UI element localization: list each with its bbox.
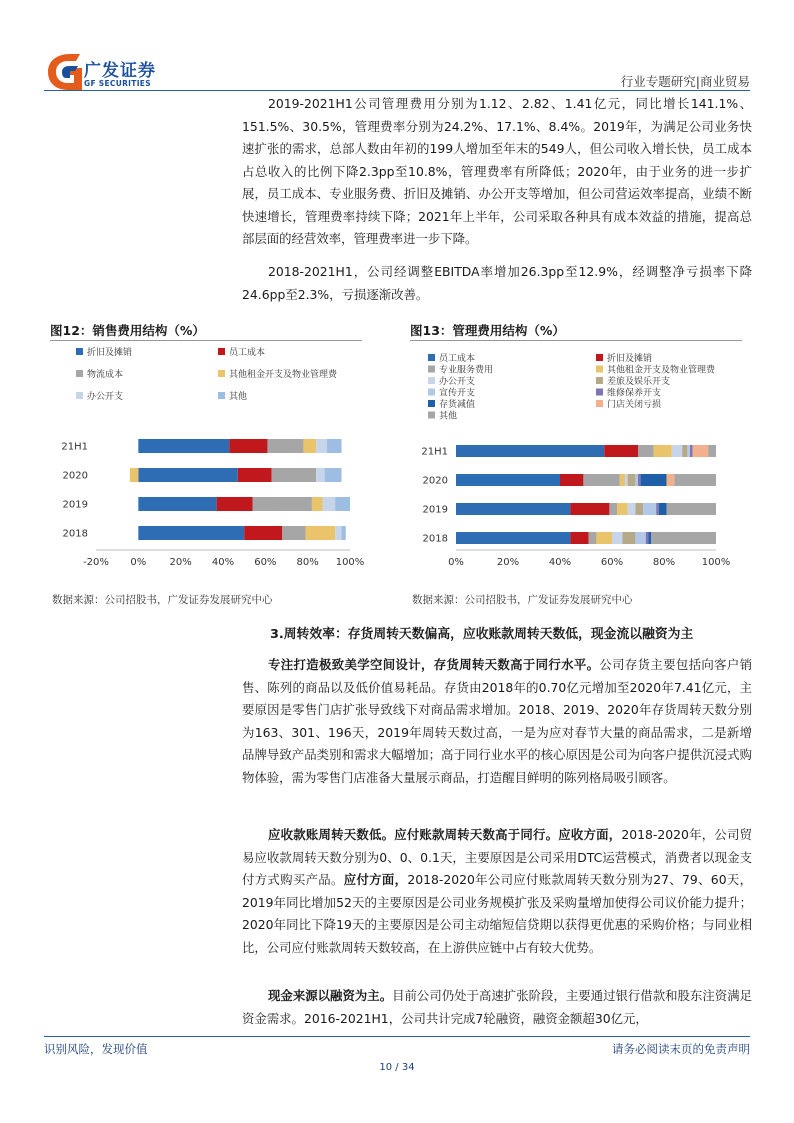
fig13-source: 数据来源：公司招股书，广发证券发展研究中心	[412, 594, 633, 606]
bar-segment	[674, 474, 716, 486]
sales-expense-chart	[48, 344, 364, 584]
x-tick-label: 0%	[130, 557, 147, 568]
legend-label: 专业服务费用	[439, 365, 494, 376]
paragraph-admin-expense: 2019-2021H1公司管理费用分别为1.12、2.82、1.41亿元，同比增长141.1%、151.5%、30.5%，管理费率分别为24.2%、17.1%、8.4%。2019年，为满足公司业务快速扩张的需求，总部人数由年初的199人增加至年末的549人，但公司收入增长快，员工成本占总收入的比例下降2.3pp至10.8%，管理费率有所降低；2020年，由于业务的进一步扩展，员工成本、专业服务费、折旧及摊销、办公开支等增加，但公司营运效率提高，业绩不断快速增长，管理费率持续下降；2021年上半年，公司采取各种具有成本效益的措施，提高总部层面的经营效率，管理费率进一步下降。	[242, 96, 752, 246]
bar-segment	[643, 503, 656, 515]
legend-label: 员工成本	[229, 348, 266, 358]
category-label: 21H1	[421, 446, 448, 458]
bar-segment	[659, 503, 667, 515]
bar-segment	[130, 468, 138, 482]
bar-segment	[244, 526, 282, 540]
x-tick-label: 100%	[335, 557, 364, 568]
paragraph-inventory	[242, 654, 752, 789]
bar-segment	[456, 474, 560, 486]
bar-segment	[628, 474, 636, 486]
legend-swatch	[596, 366, 603, 373]
category-label: 2020	[62, 470, 88, 482]
bar-segment	[138, 526, 244, 540]
fig13-title: 图13：管理费用结构（%）	[410, 323, 565, 338]
bar-segment	[229, 439, 267, 453]
bar-segment	[672, 445, 682, 457]
bar-segment	[238, 468, 272, 482]
brand-name-en: GF SECURITIES	[84, 79, 151, 88]
bar-segment	[316, 468, 324, 482]
legend-label: 差旅及娱乐开支	[607, 377, 671, 387]
cashflow-lead: 现金来源以融资为主。	[268, 988, 393, 1003]
bar-segment	[583, 474, 619, 486]
header-divider	[44, 90, 750, 91]
bar-segment	[620, 474, 625, 486]
bar-segment	[635, 474, 638, 486]
legend-swatch	[596, 377, 603, 384]
bar-segment	[648, 532, 651, 544]
bar-segment	[456, 503, 570, 515]
fig12-source: 数据来源：公司招股书，广发证券发展研究中心	[52, 594, 273, 606]
x-tick-label: 60%	[600, 557, 624, 568]
bar-segment	[282, 526, 305, 540]
legend-swatch	[596, 389, 603, 396]
legend-label: 其他租金开支及物业管理费	[229, 370, 338, 380]
bar-segment	[617, 503, 627, 515]
legend-label: 宣传开支	[439, 388, 476, 399]
legend-label: 办公开支	[87, 392, 124, 402]
footer-slogan: 识别风险，发现价值	[44, 1042, 148, 1056]
receivables-lead: 应收款账周转天数低。应付账款周转天数高于同行。应收方面，	[268, 827, 622, 842]
bar-segment	[625, 474, 628, 486]
legend-label: 办公开支	[439, 377, 476, 387]
bar-segment	[327, 439, 342, 453]
bar-segment	[322, 497, 335, 511]
bar-segment	[687, 445, 690, 457]
bar-segment	[267, 439, 303, 453]
bar-segment	[641, 474, 667, 486]
bar-segment	[690, 445, 693, 457]
bar-segment	[667, 474, 675, 486]
fig13-rule	[410, 340, 742, 341]
admin-expense-chart	[408, 344, 744, 584]
fig12-rule	[50, 340, 362, 341]
legend-swatch	[428, 412, 435, 419]
bar-segment	[335, 497, 350, 511]
legend-label: 折旧及摊销	[87, 348, 133, 358]
bar-segment	[217, 497, 253, 511]
cashflow-text: 目前公司仍处于高速扩张阶段，主要通过银行借款和股东注资满足资金需求。2016-2021H1，公司共计完成7轮融资，融资金额超30亿元，	[242, 988, 753, 1026]
x-tick-label: 100%	[701, 557, 731, 568]
legend-swatch	[218, 370, 225, 377]
payables-text: 2018-2020年公司应付账款周转天数分别为27、79、60天，2019年同比增加52天的主要原因是公司业务规模扩张及采购量增加使得公司议价能力提升；2020年同比下降19天的主要原因是公司主动缩短信贷期以获得更优惠的采购价格；与同业相比，公司应付账款周转天数较高，在上游供应链中占有较大优势。	[242, 872, 753, 955]
bar-segment	[604, 445, 638, 457]
bar-segment	[635, 503, 643, 515]
footer-divider	[44, 1036, 750, 1037]
page-number: 10 / 34	[379, 1062, 415, 1073]
legend-swatch	[596, 400, 603, 407]
x-tick-label: 20%	[496, 557, 520, 568]
section-heading: 3.周转效率：存货周转天数偏高，应收账款周转天数低，现金流以融资为主	[270, 627, 694, 642]
bar-segment	[312, 497, 323, 511]
bar-segment	[612, 532, 622, 544]
bar-segment	[628, 503, 636, 515]
category-label: 2018	[422, 533, 448, 545]
bar-segment	[656, 503, 659, 515]
fig12-title: 图12：销售费用结构（%）	[50, 323, 205, 338]
legend-swatch	[76, 392, 83, 399]
legend-label: 物流成本	[87, 370, 124, 380]
bar-segment	[693, 445, 709, 457]
bar-segment	[138, 468, 237, 482]
category-label: 21H1	[61, 441, 88, 453]
bar-segment	[667, 503, 716, 515]
inventory-lead: 专注打造极致美学空间设计，存货周转天数高于同行水平。	[268, 657, 600, 672]
legend-label: 其他	[229, 392, 248, 402]
x-tick-label: -20%	[83, 557, 109, 568]
bar-segment	[253, 497, 312, 511]
bar-segment	[682, 445, 687, 457]
bar-segment	[316, 439, 327, 453]
bar-segment	[708, 445, 716, 457]
bar-segment	[272, 468, 316, 482]
legend-swatch	[428, 354, 435, 361]
paragraph-cashflow	[242, 985, 752, 1030]
x-tick-label: 80%	[652, 557, 676, 568]
bar-segment	[654, 445, 672, 457]
category-label: 2018	[62, 528, 88, 540]
paragraph-ebitda: 2018-2021H1，公司经调整EBITDA率增加26.3pp至12.9%，经调整净亏损率下降24.6pp至2.3%，亏损逐渐改善。	[242, 264, 752, 302]
legend-label: 折旧及摊销	[607, 354, 653, 364]
legend-label: 维修保养开支	[607, 388, 662, 399]
bar-segment	[638, 474, 641, 486]
bar-segment	[570, 532, 588, 544]
bar-segment	[456, 445, 604, 457]
x-tick-label: 40%	[548, 557, 572, 568]
inventory-text: 公司存货主要包括向客户销售、陈列的商品以及低价值易耗品。存货由2018年的0.70亿元增加至2020年7.41亿元，主要原因是零售门店扩张导致线下对商品需求增加。2018、2019、2020年存货周转天数分别为163、301、196天，2019年周转天数过高，一是为应对春节大量的商品需求，二是新增品牌导致产品类别和需求大幅增加；高于同行业水平的核心原因是公司为向客户提供沉浸式购物体验，需为零售门店准备大量展示商品，打造醒目鲜明的陈列格局吸引顾客。	[242, 657, 753, 785]
legend-swatch	[76, 370, 83, 377]
bar-segment	[306, 526, 336, 540]
bar-segment	[589, 532, 597, 544]
bar-segment	[638, 445, 654, 457]
footer-disclaimer: 请务必阅读末页的免责声明	[612, 1042, 750, 1056]
legend-swatch	[428, 389, 435, 396]
x-tick-label: 60%	[254, 557, 277, 568]
legend-swatch	[76, 348, 83, 355]
bar-segment	[303, 439, 316, 453]
x-tick-label: 80%	[296, 557, 319, 568]
paragraph-receivables	[242, 824, 752, 959]
document-category: 行业专题研究|商业贸易	[620, 74, 750, 89]
bar-segment	[138, 439, 229, 453]
bar-segment	[651, 532, 716, 544]
category-label: 2019	[62, 499, 88, 511]
legend-swatch	[428, 377, 435, 384]
x-tick-label: 40%	[211, 557, 235, 568]
x-tick-label: 0%	[448, 557, 464, 568]
legend-swatch	[218, 392, 225, 399]
category-label: 2020	[422, 475, 448, 487]
bar-segment	[622, 532, 635, 544]
legend-swatch	[428, 400, 435, 407]
legend-label: 员工成本	[439, 354, 476, 364]
legend-swatch	[596, 354, 603, 361]
legend-label: 存货减值	[439, 400, 476, 410]
x-tick-label: 20%	[169, 557, 192, 568]
bar-segment	[325, 468, 342, 482]
bar-segment	[138, 497, 216, 511]
category-label: 2019	[422, 504, 448, 516]
payables-lead: 应付方面，	[343, 872, 408, 887]
bar-segment	[456, 532, 570, 544]
bar-segment	[596, 532, 612, 544]
legend-label: 门店关闭亏损	[607, 400, 662, 410]
brand-name: 广发证券	[84, 61, 156, 81]
legend-label: 其他	[439, 411, 458, 422]
bar-segment	[635, 532, 645, 544]
legend-swatch	[218, 348, 225, 355]
bar-segment	[609, 503, 617, 515]
bar-segment	[335, 526, 341, 540]
bar-segment	[570, 503, 609, 515]
legend-label: 其他租金开支及物业管理费	[607, 365, 716, 376]
legend-swatch	[428, 366, 435, 373]
bar-segment	[560, 474, 583, 486]
bar-segment	[646, 532, 649, 544]
bar-segment	[342, 526, 346, 540]
receivables-text: 2018-2020年，公司贸易应收款周转天数分别为0、0、0.1天，主要原因是公司采用DTC运营模式，消费者以现金支付方式购买产品。	[242, 827, 752, 887]
